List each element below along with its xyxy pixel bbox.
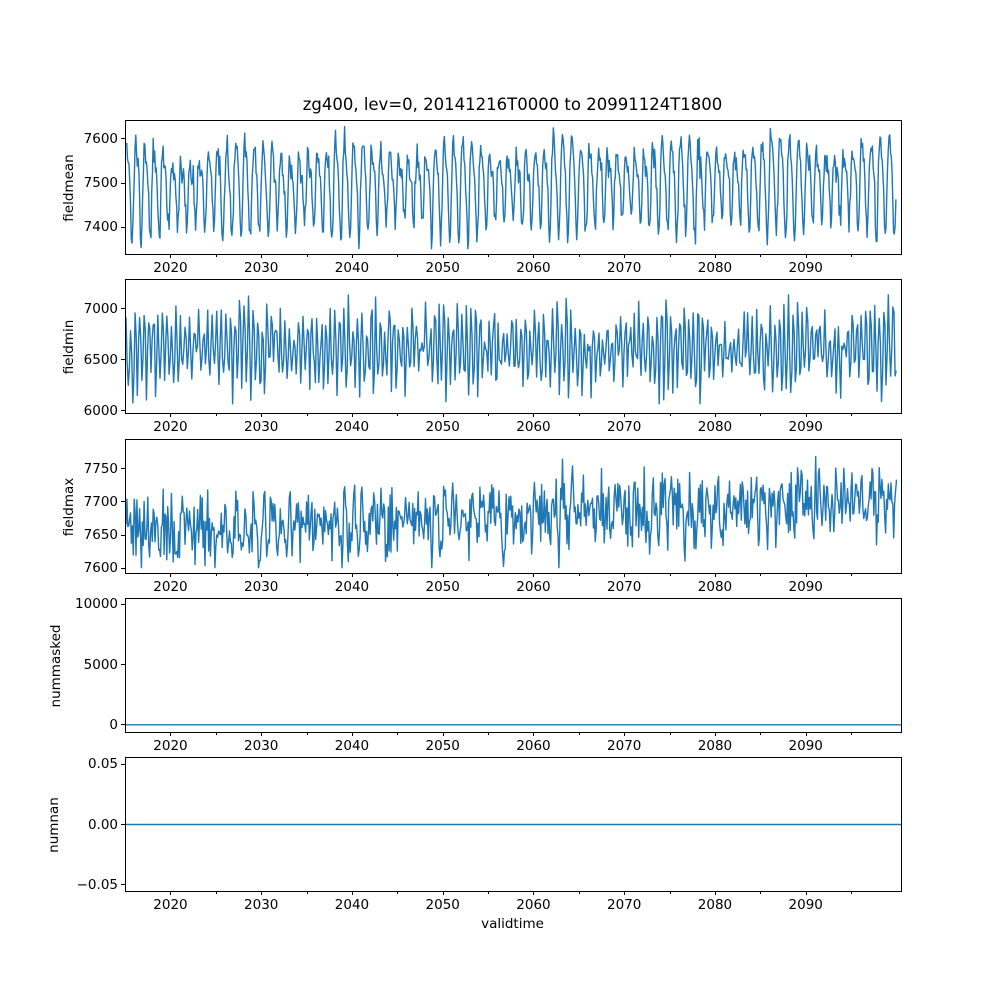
x-tick-mark bbox=[352, 732, 353, 736]
x-minor-tick-mark bbox=[670, 413, 671, 416]
x-minor-tick-mark bbox=[488, 254, 489, 257]
fieldmean-line-chart bbox=[126, 121, 901, 254]
x-minor-tick-mark bbox=[307, 732, 308, 735]
x-minor-tick-mark bbox=[670, 573, 671, 576]
x-tick-label: 2060 bbox=[516, 419, 551, 435]
x-tick-label: 2080 bbox=[697, 579, 733, 595]
x-tick-mark bbox=[352, 254, 353, 258]
x-minor-tick-mark bbox=[307, 254, 308, 257]
y-tick-label: 5000 bbox=[83, 656, 118, 673]
fieldmin-line-chart bbox=[126, 280, 901, 413]
x-minor-tick-mark bbox=[488, 573, 489, 576]
x-tick-label: 2090 bbox=[788, 738, 823, 754]
x-tick-label: 2040 bbox=[334, 897, 370, 913]
x-tick-label: 2040 bbox=[334, 738, 370, 754]
x-tick-label: 2070 bbox=[607, 738, 642, 754]
x-minor-tick-mark bbox=[397, 573, 398, 576]
y-tick-label: 7500 bbox=[83, 175, 118, 192]
x-tick-mark bbox=[352, 413, 353, 417]
x-tick-label: 2020 bbox=[153, 579, 188, 595]
x-minor-tick-mark bbox=[216, 573, 217, 576]
x-tick-mark bbox=[715, 413, 716, 417]
x-minor-tick-mark bbox=[307, 573, 308, 576]
x-tick-label: 2090 bbox=[788, 897, 823, 913]
x-tick-mark bbox=[533, 254, 534, 258]
x-tick-label: 2080 bbox=[697, 897, 733, 913]
ylabel-fieldmin: fieldmin bbox=[61, 319, 77, 374]
subplot-numnan bbox=[46, 756, 902, 913]
x-tick-mark bbox=[261, 573, 262, 577]
x-tick-label: 2030 bbox=[244, 738, 279, 754]
x-minor-tick-mark bbox=[307, 413, 308, 416]
fieldmin-series-line bbox=[126, 295, 896, 404]
x-minor-tick-mark bbox=[760, 254, 761, 257]
y-tick-mark bbox=[121, 410, 125, 411]
y-tick-label: 7600 bbox=[83, 130, 118, 147]
x-tick-label: 2020 bbox=[153, 419, 188, 435]
y-tick-mark bbox=[121, 308, 125, 309]
x-tick-label: 2080 bbox=[697, 419, 733, 435]
x-tick-label: 2060 bbox=[516, 738, 551, 754]
y-tick-label: 7750 bbox=[83, 460, 118, 477]
x-tick-label: 2050 bbox=[425, 579, 460, 595]
x-minor-tick-mark bbox=[307, 891, 308, 894]
x-tick-mark bbox=[261, 413, 262, 417]
x-minor-tick-mark bbox=[851, 413, 852, 416]
x-minor-tick-mark bbox=[579, 732, 580, 735]
x-tick-label: 2090 bbox=[788, 260, 823, 276]
x-tick-mark bbox=[443, 732, 444, 736]
x-tick-label: 2090 bbox=[788, 419, 823, 435]
x-tick-label: 2050 bbox=[425, 260, 460, 276]
subplot-nummasked bbox=[48, 596, 902, 754]
x-tick-mark bbox=[170, 254, 171, 258]
y-tick-mark bbox=[121, 724, 125, 725]
x-tick-mark bbox=[170, 732, 171, 736]
x-minor-tick-mark bbox=[851, 573, 852, 576]
x-tick-mark bbox=[261, 732, 262, 736]
x-minor-tick-mark bbox=[397, 254, 398, 257]
x-tick-mark bbox=[624, 413, 625, 417]
y-tick-mark bbox=[121, 568, 125, 569]
ylabel-numnan: numnan bbox=[46, 796, 62, 853]
y-tick-mark bbox=[121, 359, 125, 360]
nummasked-line-chart bbox=[126, 599, 901, 732]
x-tick-label: 2040 bbox=[334, 419, 370, 435]
fieldmax-line-chart bbox=[126, 440, 901, 573]
x-tick-label: 2030 bbox=[244, 897, 279, 913]
x-minor-tick-mark bbox=[397, 891, 398, 894]
x-tick-mark bbox=[443, 254, 444, 258]
fieldmean-series-line bbox=[126, 127, 896, 249]
x-tick-mark bbox=[261, 254, 262, 258]
x-minor-tick-mark bbox=[397, 732, 398, 735]
x-tick-label: 2040 bbox=[334, 260, 370, 276]
x-tick-mark bbox=[352, 573, 353, 577]
x-tick-mark bbox=[624, 891, 625, 895]
numnan-line-chart bbox=[126, 758, 901, 891]
x-minor-tick-mark bbox=[851, 732, 852, 735]
x-tick-label: 2030 bbox=[244, 419, 279, 435]
x-minor-tick-mark bbox=[216, 732, 217, 735]
y-tick-mark bbox=[121, 764, 125, 765]
x-tick-label: 2040 bbox=[334, 579, 370, 595]
x-tick-label: 2050 bbox=[425, 897, 460, 913]
x-tick-label: 2060 bbox=[516, 260, 551, 276]
y-tick-label: 7000 bbox=[83, 300, 118, 317]
x-tick-label: 2070 bbox=[607, 419, 642, 435]
y-tick-label: 10000 bbox=[75, 596, 118, 613]
x-minor-tick-mark bbox=[488, 732, 489, 735]
x-tick-mark bbox=[261, 891, 262, 895]
x-minor-tick-mark bbox=[579, 413, 580, 416]
x-minor-tick-mark bbox=[851, 254, 852, 257]
x-tick-label: 2020 bbox=[153, 738, 188, 754]
y-tick-mark bbox=[121, 664, 125, 665]
y-tick-label: 0.00 bbox=[87, 816, 118, 833]
y-tick-mark bbox=[121, 604, 125, 605]
ylabel-fieldmax: fieldmax bbox=[61, 477, 77, 536]
x-minor-tick-mark bbox=[488, 413, 489, 416]
y-tick-mark bbox=[121, 468, 125, 469]
y-tick-label: 7650 bbox=[83, 527, 118, 544]
figure-title: zg400, lev=0, 20141216T0000 to 20991124T1800 bbox=[302, 95, 723, 114]
x-tick-label: 2080 bbox=[697, 738, 733, 754]
x-tick-mark bbox=[806, 254, 807, 258]
x-tick-label: 2060 bbox=[516, 579, 551, 595]
x-minor-tick-mark bbox=[760, 891, 761, 894]
x-tick-mark bbox=[715, 573, 716, 577]
x-minor-tick-mark bbox=[851, 891, 852, 894]
x-tick-label: 2020 bbox=[153, 897, 188, 913]
x-minor-tick-mark bbox=[216, 254, 217, 257]
subplot-fieldmin bbox=[61, 279, 902, 435]
y-tick-label: 0.05 bbox=[87, 756, 118, 773]
x-tick-mark bbox=[533, 573, 534, 577]
x-minor-tick-mark bbox=[216, 413, 217, 416]
x-tick-mark bbox=[806, 413, 807, 417]
y-tick-label: −0.05 bbox=[76, 876, 118, 893]
x-tick-mark bbox=[533, 732, 534, 736]
fieldmax-series-line bbox=[126, 457, 897, 568]
x-tick-mark bbox=[715, 254, 716, 258]
x-minor-tick-mark bbox=[760, 573, 761, 576]
x-tick-label: 2030 bbox=[244, 260, 279, 276]
x-minor-tick-mark bbox=[397, 413, 398, 416]
x-tick-label: 2050 bbox=[425, 419, 460, 435]
x-tick-label: 2070 bbox=[607, 897, 642, 913]
ylabel-fieldmean: fieldmean bbox=[61, 153, 77, 222]
x-tick-label: 2070 bbox=[607, 579, 642, 595]
x-minor-tick-mark bbox=[670, 732, 671, 735]
y-tick-mark bbox=[121, 183, 125, 184]
x-tick-mark bbox=[443, 573, 444, 577]
y-tick-label: 7700 bbox=[83, 493, 118, 510]
x-tick-label: 2050 bbox=[425, 738, 460, 754]
x-tick-mark bbox=[806, 732, 807, 736]
x-tick-mark bbox=[170, 573, 171, 577]
x-minor-tick-mark bbox=[760, 413, 761, 416]
x-minor-tick-mark bbox=[216, 891, 217, 894]
x-tick-mark bbox=[806, 891, 807, 895]
x-tick-mark bbox=[624, 254, 625, 258]
y-tick-label: 0 bbox=[109, 716, 118, 733]
y-tick-mark bbox=[121, 138, 125, 139]
y-tick-label: 7600 bbox=[83, 560, 118, 577]
y-tick-label: 7400 bbox=[83, 219, 118, 236]
y-tick-label: 6000 bbox=[83, 402, 118, 419]
x-minor-tick-mark bbox=[488, 891, 489, 894]
y-tick-mark bbox=[121, 884, 125, 885]
y-tick-mark bbox=[121, 501, 125, 502]
x-tick-mark bbox=[806, 573, 807, 577]
y-tick-label: 6500 bbox=[83, 351, 118, 368]
x-tick-label: 2060 bbox=[516, 897, 551, 913]
y-tick-mark bbox=[121, 824, 125, 825]
x-tick-mark bbox=[715, 891, 716, 895]
x-minor-tick-mark bbox=[670, 891, 671, 894]
y-tick-mark bbox=[121, 227, 125, 228]
x-tick-label: 2090 bbox=[788, 579, 823, 595]
x-tick-mark bbox=[443, 891, 444, 895]
x-tick-mark bbox=[170, 891, 171, 895]
y-tick-mark bbox=[121, 535, 125, 536]
x-tick-label: 2020 bbox=[153, 260, 188, 276]
x-tick-mark bbox=[443, 413, 444, 417]
x-tick-label: 2070 bbox=[607, 260, 642, 276]
xlabel-validtime: validtime bbox=[481, 916, 544, 932]
x-minor-tick-mark bbox=[579, 891, 580, 894]
x-tick-mark bbox=[624, 573, 625, 577]
x-tick-label: 2080 bbox=[697, 260, 733, 276]
x-tick-mark bbox=[624, 732, 625, 736]
x-minor-tick-mark bbox=[760, 732, 761, 735]
x-tick-mark bbox=[533, 413, 534, 417]
x-tick-mark bbox=[715, 732, 716, 736]
ylabel-nummasked: nummasked bbox=[48, 624, 64, 707]
x-minor-tick-mark bbox=[579, 254, 580, 257]
subplot-fieldmean bbox=[61, 120, 902, 276]
x-tick-mark bbox=[352, 891, 353, 895]
x-tick-label: 2030 bbox=[244, 579, 279, 595]
x-minor-tick-mark bbox=[670, 254, 671, 257]
x-tick-mark bbox=[533, 891, 534, 895]
x-tick-mark bbox=[170, 413, 171, 417]
x-minor-tick-mark bbox=[579, 573, 580, 576]
subplot-fieldmax bbox=[61, 439, 902, 595]
